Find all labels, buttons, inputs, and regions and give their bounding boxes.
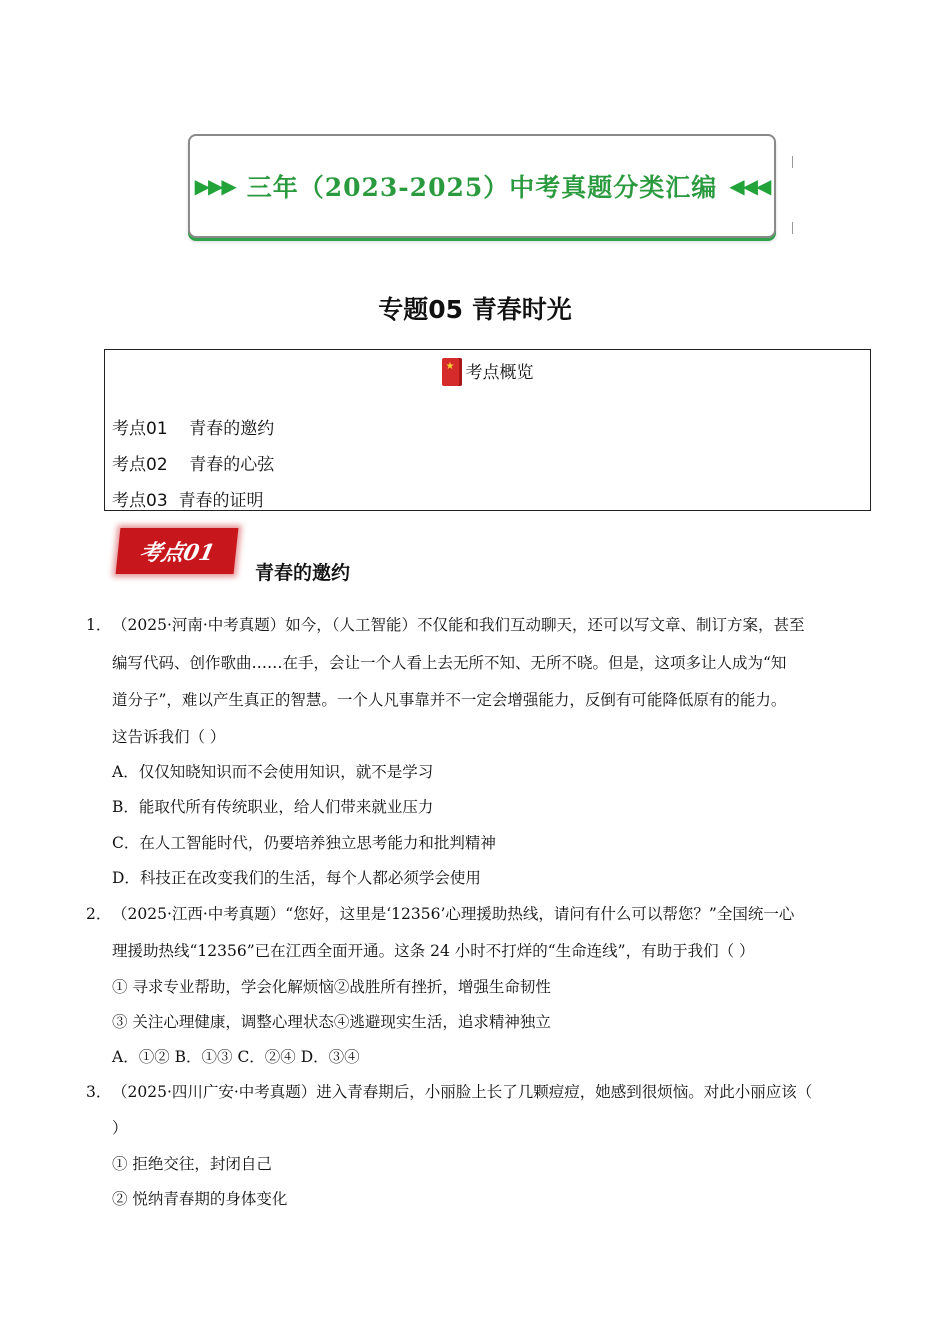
book-icon <box>442 358 462 386</box>
question-text: ） <box>112 1119 128 1137</box>
banner-title: 三年（2023-2025）中考真题分类汇编 <box>246 173 718 202</box>
option: ③ 关注心理健康，调整心理状态④逃避现实生活，追求精神独立 <box>112 1013 551 1031</box>
question-text: 道分子”，难以产生真正的智慧。一个人凡事靠并不一定会增强能力，反倒有可能降低原有的能力。 <box>112 691 787 709</box>
question-number: 3． <box>86 1083 112 1101</box>
option: A．仅仅知晓知识而不会使用知识，就不是学习 <box>112 763 434 781</box>
option: A．①② B．①③ C．②④ D．③④ <box>112 1048 360 1066</box>
question-number: 1． <box>86 616 112 634</box>
overview-item: 考点03 青春的证明 <box>112 491 264 511</box>
question-text: 这告诉我们（ ） <box>112 728 226 746</box>
overview-heading <box>105 358 870 386</box>
title-banner <box>188 134 776 238</box>
option: ② 悦纳青春期的身体变化 <box>112 1190 288 1208</box>
question-number: 2． <box>86 905 112 923</box>
section-title: 青春的邀约 <box>255 562 351 584</box>
overview-item: 考点01 青春的邀约 <box>112 419 275 439</box>
page-title: 专题05 青春时光 <box>378 295 572 324</box>
question-text: （2025·四川广安·中考真题）进入青春期后，小丽脸上长了几颗痘痘，她感到很烦恼。对此小丽应该（ <box>112 1083 813 1101</box>
overview-heading-text: 考点概览 <box>465 363 534 383</box>
question-text: （2025·江西·中考真题）“您好，这里是‘12356’心理援助热线，请问有什么可以帮您？”全国统一心 <box>112 905 795 923</box>
option: B．能取代所有传统职业，给人们带来就业压力 <box>112 798 434 816</box>
option: D．科技正在改变我们的生活，每个人都必须学会使用 <box>112 869 481 887</box>
question-text: （2025·河南·中考真题）如今，（人工智能）不仅能和我们互动聊天，还可以写文章、制订方案，甚至 <box>112 616 805 634</box>
option: ① 拒绝交往，封闭自己 <box>112 1155 272 1173</box>
question-text: 理援助热线“12356”已在江西全面开通。这条 24 小时不打烊的“生命连线”，有助于我们（ ） <box>112 942 755 960</box>
overview-box <box>104 349 871 511</box>
kaodian-badge-text: 考点01 <box>136 539 217 566</box>
margin-mark <box>792 222 793 234</box>
right-arrows-icon: ▶▶▶ <box>194 174 235 198</box>
option: C．在人工智能时代，仍要培养独立思考能力和批判精神 <box>112 834 496 852</box>
overview-item: 考点02 青春的心弦 <box>112 455 275 475</box>
margin-mark <box>792 156 793 168</box>
option: ① 寻求专业帮助，学会化解烦恼②战胜所有挫折，增强生命韧性 <box>112 978 551 996</box>
kaodian-badge <box>116 528 239 574</box>
left-arrows-icon: ◀◀◀ <box>729 174 770 198</box>
question-text: 编写代码、创作歌曲……在手，会让一个人看上去无所不知、无所不晓。但是，这项多让人成为“知 <box>112 654 787 672</box>
